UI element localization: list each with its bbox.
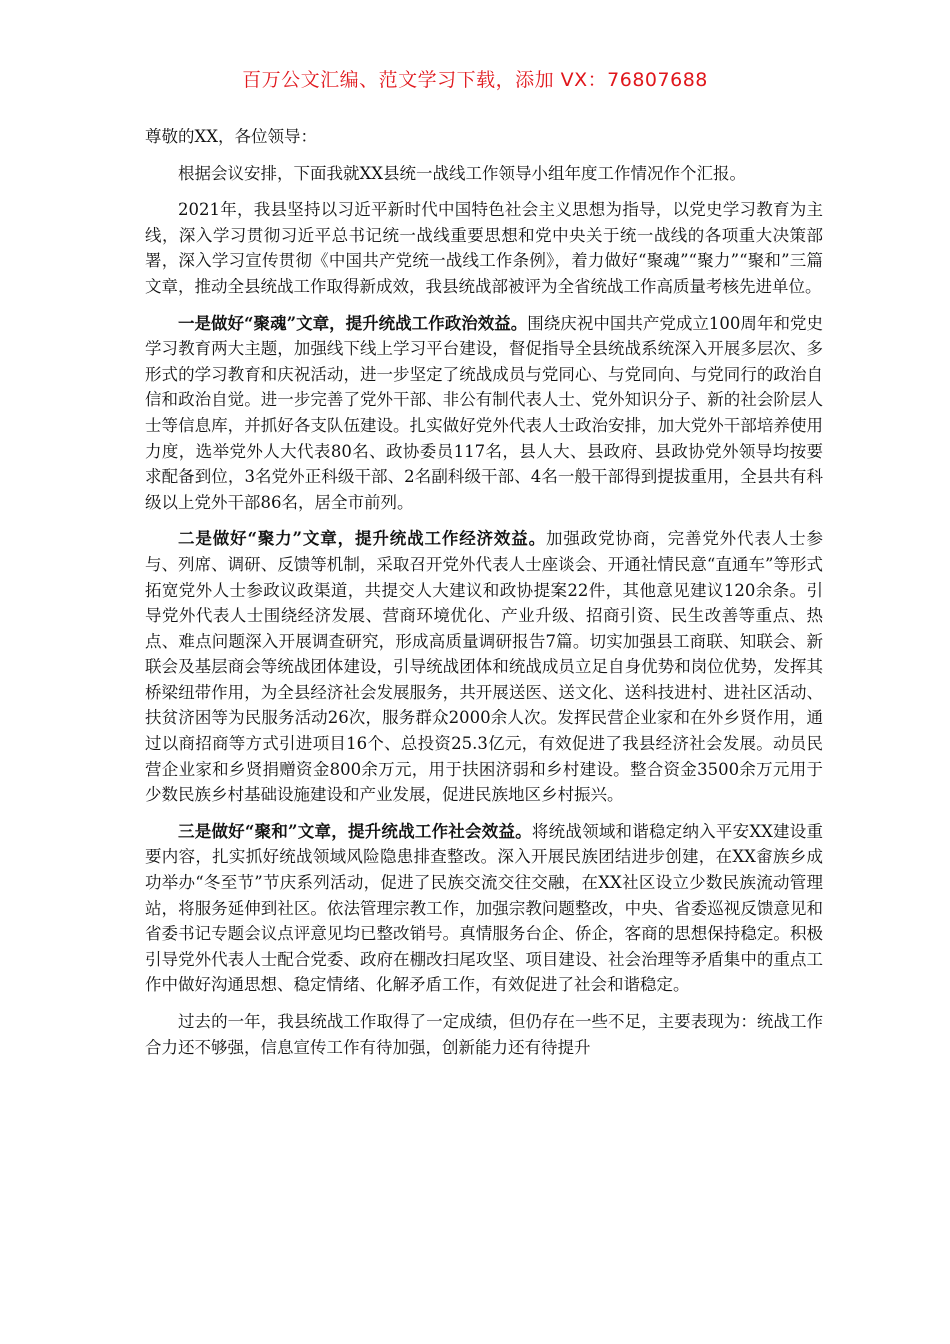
section-1-heading: 一是做好“聚魂”文章，提升统战工作政治效益。 [178, 313, 528, 333]
intro-paragraph: 根据会议安排，下面我就XX县统一战线工作领导小组年度工作情况作个汇报。 [178, 163, 746, 183]
section-2-heading: 二是做好“聚力”文章，提升统战工作经济效益。 [178, 529, 547, 549]
overview-paragraph: 2021年，我县坚持以习近平新时代中国特色社会主义思想为指导，以党史学习教育为主线，深入学习贯彻习近平总书记统一战线重要思想和党中央关于统一战线的各项重大决策部署，深入学习宣传贯彻《中国共产党统一战线工作条例》，着力做好“聚魂”“聚力”“聚和”三篇文章，推动全县统战工作取得新成效，我县统战部被评为全省统战工作高质量考核先进单位。 [145, 200, 823, 296]
section-1-paragraph [145, 311, 823, 516]
section-3-paragraph [145, 819, 823, 998]
section-3-body: 将统战领域和谐稳定纳入平安XX建设重要内容，扎实抓好统战领域风险隐患排查整改。深入开展民族团结进步创建，在XX畲族乡成功举办“冬至节”节庆系列活动，促进了民族交流交往交融，在XX社区设立少数民族流动管理站，将服务延伸到社区。依法管理宗教工作，加强宗教问题整改，中央、省委巡视反馈意见和省委书记专题会议点评意见均已整改销号。真情服务台企、侨企，客商的思想保持稳定。积极引导党外代表人士配合党委、政府在棚改扫尾攻坚、项目建设、社会治理等矛盾集中的重点工作中做好沟通思想、稳定情绪、化解矛盾工作，有效促进了社会和谐稳定。 [145, 821, 824, 995]
section-3-heading: 三是做好“聚和”文章，提升统战工作社会效益。 [178, 821, 532, 841]
section-2-body: 加强政党协商，完善党外代表人士参与、列席、调研、反馈等机制，采取召开党外代表人士座谈会、开通社情民意“直通车”等形式拓宽党外人士参政议政渠道，共提交人大建议和政协提案22件，其他意见建议120余条。引导党外代表人士围绕经济发展、营商环境优化、产业升级、招商引资、民生改善等重点、热点、难点问题深入开展调查研究，形成高质量调研报告7篇。切实加强县工商联、知联会、新联会及基层商会等统战团体建设，引导统战团体和统战成员立足自身优势和岗位优势，发挥其桥梁纽带作用，为全县经济社会发展服务，共开展送医、送文化、送科技进村、进社区活动、扶贫济困等为民服务活动26次，服务群众2000余人次。发挥民营企业家和在外乡贤作用，通过以商招商等方式引进项目16个、总投资25.3亿元，有效促进了我县经济社会发展。动员民营企业家和乡贤捐赠资金800余万元，用于扶困济弱和乡村建设。整合资金3500余万元用于少数民族乡村基础设施建设和产业发展，促进民族地区乡村振兴。 [145, 529, 824, 805]
salutation: 尊敬的XX，各位领导： [145, 127, 317, 146]
section-1-body: 围绕庆祝中国共产党成立100周年和党史学习教育两大主题，加强线下线上学习平台建设，督促指导全县统战系统深入开展多层次、多形式的学习教育和庆祝活动，进一步坚定了统战成员与党同心、与党同向、与党同行的政治自信和政治自觉。进一步完善了党外干部、非公有制代表人士、党外知识分子、新的社会阶层人士等信息库，并抓好各支队伍建设。扎实做好党外代表人士政治安排，加大党外干部培养使用力度，选举党外人大代表80名、政协委员117名，县人大、县政府、县政协党外领导均按要求配备到位，3名党外正科级干部、2名副科级干部、4名一般干部得到提拔重用，全县共有科级以上党外干部86名，居全市前列。 [145, 313, 823, 512]
section-2-paragraph [145, 526, 823, 808]
shortcomings-paragraph: 过去的一年，我县统战工作取得了一定成绩，但仍存在一些不足，主要表现为：统战工作合力还不够强，信息宣传工作有待加强，创新能力还有待提升 [145, 1012, 823, 1057]
promo-banner: 百万公文汇编、范文学习下载，添加 VX：76807688 [242, 69, 708, 91]
document-body [145, 124, 823, 1071]
